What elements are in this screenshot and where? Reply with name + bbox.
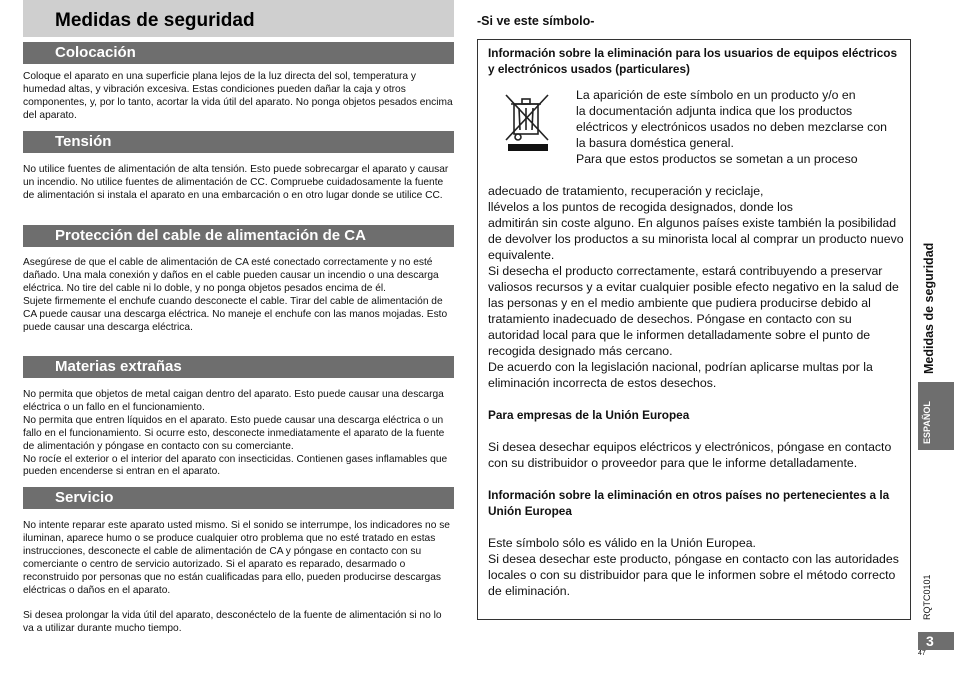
paragraph: Coloque el aparato en una superficie plana lejos de la luz directa del sol, temperatura y humedad altas, y vibración excesiva. Estas condiciones pueden dañar la caja y otros componentes, y, por lo tanto, acortar la vida útil del aparato. No ponga objetos pesados encima del aparato. [23, 71, 453, 121]
section-body-servicio [23, 520, 455, 636]
section-header-tension: Tensión [23, 131, 454, 153]
paragraph: No utilice fuentes de alimentación de alta tensión. Esto puede sobrecargar el aparato y causar un incendio. No utilice fuentes de alimentación de CC. Compruebe cuidadosamente la fuente de alimentación si instala el aparato en una embarcación o en otro lugar donde se utilice CC. [23, 164, 449, 201]
language-tab-text: ESPAÑOL [922, 401, 932, 444]
paragraph: Sujete firmemente el enchufe cuando desconecte el cable. Tirar del cable de alimentación de CA puede causar una descarga eléctrica. No maneje el enchufe con las manos mojadas. Esto puede causar una descarga eléctrica. [23, 295, 448, 333]
paragraph: De acuerdo con la legislación nacional, podrían aplicarse multas por la eliminación incorrecta de estos desechos. [488, 360, 873, 390]
box-title: Información sobre la eliminación para los usuarios de equipos eléctricos y electrónicos usados (particulares) [488, 46, 898, 76]
intro-line: Para que estos productos se sometan a un proceso [576, 152, 858, 166]
section-body-colocacion [23, 71, 455, 123]
paragraph: admitirán sin coste alguno. En algunos países existe también la posibilidad de devolver los productos a su minorista local al comprar un producto nuevo equivalente. [488, 216, 904, 262]
section-header-materias: Materias extrañas [23, 356, 454, 378]
paragraph: llévelos a los puntos de recogida designados, donde los [488, 200, 793, 214]
eu-business-text: Si desea desechar equipos eléctricos y electrónicos, póngase en contacto con su distribuidor o proveedor para que le informe detalladamente. [488, 440, 892, 470]
paragraph: No intente reparar este aparato usted mismo. Si el sonido se interrumpe, los indicadores no se iluminan, aparece humo o se produce cualquier otro problema que no esté tratado en estas instrucciones, desconecte el cable de alimentación de CA y póngase en contacto con su comerciante o centro de servicio autorizado. Si el aparato es reparado, desarmado o reconstruido por personas que no están cualificadas para ello, pueden producirse descargas eléctricas o daños en el aparato. [23, 520, 450, 596]
intro-line: eléctricos y electrónicos usados no deben mezclarse con [576, 120, 888, 134]
section-header-servicio: Servicio [23, 487, 454, 509]
paragraph: Asegúrese de que el cable de alimentación de CA esté conectado correctamente y no esté dañado. Una mala conexión y daños en el cable pueden causar un incendio o una descarga eléctrica. No tire del cable ni lo doble, y no ponga objetos pesados encima de él. [23, 257, 439, 294]
intro-line: la basura doméstica general. [576, 136, 734, 150]
intro-block [488, 87, 904, 183]
non-eu-text: Este símbolo sólo es válido en la Unión Europea. [488, 536, 756, 550]
side-label-text: Medidas de seguridad [922, 242, 936, 374]
section-body-materias [23, 389, 455, 479]
page-title: Medidas de seguridad [55, 10, 255, 31]
section-header-proteccion: Protección del cable de alimentación de CA [23, 225, 454, 247]
paragraph: No permita que entren líquidos en el aparato. Esto puede causar una descarga eléctrica o un fallo en el funcionamiento. Si ocurre esto, desconecte inmediatamente el aparato de la fuente de alimentación y póngase en contacto con su comerciante. [23, 414, 445, 452]
section-body-tension [23, 164, 455, 203]
paragraph: No permita que objetos de metal caigan dentro del aparato. Esto puede causar una descarga eléctrica o un fallo en el funcionamiento. [23, 389, 444, 413]
section-header-colocacion: Colocación [23, 42, 454, 64]
paragraph: adecuado de tratamiento, recuperación y reciclaje, [488, 184, 764, 198]
section-body-proteccion [23, 257, 455, 334]
intro-line: la documentación adjunta indica que los productos [576, 104, 853, 118]
doc-code-text: RQTC0101 [922, 574, 932, 620]
sub-page-number: 47 [918, 650, 926, 657]
title-bar [23, 0, 454, 37]
paragraph: No rocíe el exterior o el interior del aparato con insecticidas. Contienen gases inflamables que pueden encenderse si entran en el aparato. [23, 453, 448, 478]
page-number: 3 [918, 632, 954, 650]
non-eu-text: Si desea desechar este producto, póngase en contacto con las autoridades locales o con su distribuidor para que le informen sobre el método correcto de eliminación. [488, 552, 899, 598]
disposal-info-box [477, 39, 911, 620]
paragraph: Si desea prolongar la vida útil del aparato, desconéctelo de la fuente de alimentación si no lo va a utilizar durante mucho tiempo. [23, 610, 442, 635]
non-eu-title: Información sobre la eliminación en otros países no pertenecientes a la Unión Europea [488, 488, 890, 518]
symbol-heading: -Si ve este símbolo- [477, 14, 595, 28]
crossed-bin-icon [502, 92, 554, 152]
intro-line: La aparición de este símbolo en un producto y/o en [576, 88, 856, 102]
language-tab [918, 382, 954, 450]
eu-business-title: Para empresas de la Unión Europea [488, 408, 690, 422]
paragraph: Si desecha el producto correctamente, estará contribuyendo a preservar valiosos recursos y a evitar cualquier posible efecto negativo en la salud de las personas y en el medio ambiente que pudiera producirse debido al tratamiento inadecuado de desechos. Póngase en contacto con su autoridad local para que le informen detalladamente sobre el punto de recogida designado más cercano. [488, 264, 899, 358]
